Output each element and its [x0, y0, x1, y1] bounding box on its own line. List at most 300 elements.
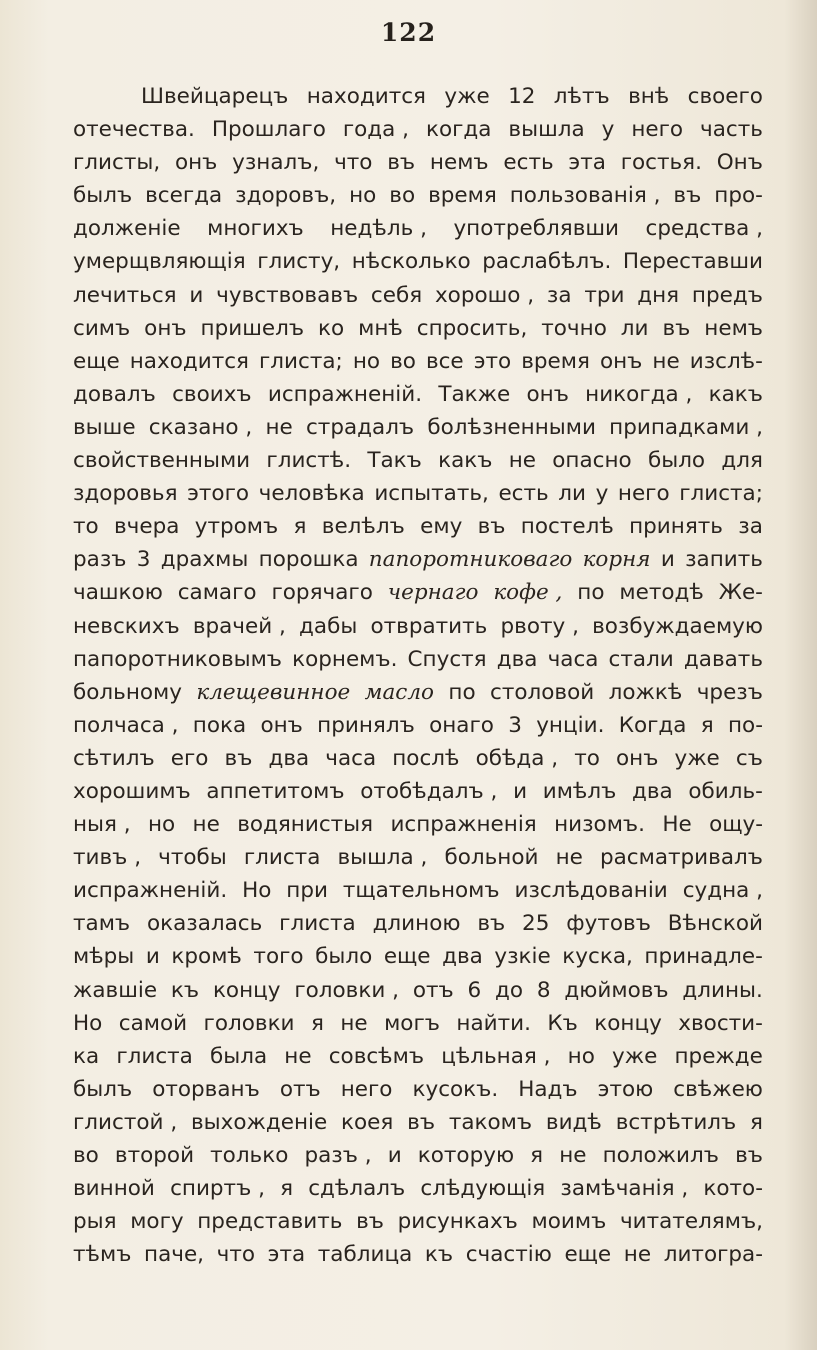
word: не: [340, 1010, 368, 1036]
word: не: [284, 1043, 312, 1069]
word: до: [495, 977, 524, 1003]
word: въ: [477, 911, 506, 937]
word: Же-: [718, 580, 763, 606]
word: было: [647, 448, 706, 474]
word: ко: [318, 315, 345, 341]
word: глистой ,: [73, 1109, 178, 1135]
word: вышла ,: [337, 845, 428, 871]
word: два: [268, 745, 310, 771]
word: еще: [383, 944, 431, 970]
word: своихъ: [172, 381, 252, 407]
word: онъ: [526, 381, 569, 407]
word: въ: [673, 183, 702, 209]
word: [493, 576, 562, 609]
word: жавшіе: [73, 977, 158, 1003]
text-line: [73, 841, 763, 874]
word: была: [209, 1043, 268, 1069]
word: давать: [683, 646, 763, 672]
word: него: [617, 481, 670, 507]
word: послѣ: [392, 745, 460, 771]
word: горячаго: [271, 580, 373, 606]
word: онъ: [260, 712, 303, 738]
word: сдѣлалъ: [308, 1176, 406, 1202]
word: Также: [438, 381, 511, 407]
word: Переставши: [622, 249, 763, 275]
word: совсѣмъ: [328, 1043, 425, 1069]
word: велѣлъ: [321, 514, 405, 540]
word: порошка: [258, 547, 359, 573]
word: глистѣ.: [266, 448, 352, 474]
word: не: [623, 1242, 652, 1268]
word: я: [310, 1010, 324, 1036]
text-line: [73, 411, 763, 444]
word: болѣзненными: [427, 414, 596, 440]
word: чувствовавъ: [216, 282, 359, 308]
word: узкіе: [494, 944, 551, 970]
word: я: [750, 1109, 763, 1135]
word: находится: [129, 348, 249, 374]
word: но: [352, 348, 381, 374]
word: рисункахъ: [397, 1209, 518, 1235]
word: долженіе: [73, 216, 181, 242]
word: онъ: [615, 745, 659, 771]
word: по: [448, 679, 476, 705]
text-line: [73, 212, 763, 245]
word: тѣмъ: [73, 1242, 132, 1268]
word: съ: [735, 745, 763, 771]
text-line: [73, 1205, 763, 1238]
word: него: [340, 1076, 393, 1102]
word: узналъ,: [232, 150, 320, 176]
word: то: [574, 745, 600, 771]
word: за: [546, 282, 572, 308]
word: имѣлъ: [542, 778, 617, 804]
word: находится: [306, 84, 426, 109]
word: ка: [73, 1043, 100, 1069]
word: моимъ: [531, 1209, 607, 1235]
word: сѣтилъ: [73, 745, 155, 771]
text-line: [73, 444, 763, 477]
word: въ: [662, 315, 691, 341]
word: не: [555, 845, 583, 871]
word: вчера: [114, 514, 180, 540]
word: принадле-: [644, 944, 763, 970]
word: немъ: [429, 150, 489, 176]
word: гостья.: [620, 150, 702, 176]
word: ощу-: [709, 812, 763, 838]
word: слѣдующія: [420, 1176, 546, 1202]
word: концу: [212, 977, 281, 1003]
word: раслабѣлъ.: [482, 249, 612, 275]
word: найти.: [456, 1010, 531, 1036]
word: отечества.: [73, 117, 195, 143]
word: эта: [568, 150, 606, 176]
word: [369, 543, 572, 576]
word: средства ,: [645, 216, 763, 242]
word: есть: [498, 481, 549, 507]
word: встрѣтилъ: [615, 1109, 737, 1135]
text-line: [73, 312, 763, 345]
word: во: [73, 1143, 99, 1168]
word: испытать,: [374, 481, 489, 507]
word: Но: [73, 1010, 103, 1036]
word: свойственными: [73, 448, 251, 474]
italic-word: клещевинное: [196, 679, 351, 705]
word: какъ: [708, 381, 763, 407]
word: запить: [685, 547, 763, 573]
word: ли: [620, 315, 649, 341]
word: пришелъ: [200, 315, 305, 341]
word: Когда: [618, 712, 687, 738]
word: обѣда ,: [475, 745, 559, 771]
text-line: [73, 80, 763, 113]
word: три: [584, 282, 625, 308]
word: не: [559, 1143, 587, 1168]
word: но: [349, 183, 377, 209]
word: онъ: [144, 315, 187, 341]
word: могъ: [384, 1010, 440, 1036]
word: драхмы: [160, 547, 249, 573]
word: прежде: [674, 1043, 763, 1069]
word: принять: [629, 514, 723, 540]
word: ли: [558, 481, 586, 507]
word: въ: [387, 150, 416, 176]
italic-word: папоротниковаго: [368, 547, 573, 573]
word: симъ: [73, 315, 131, 341]
word: не: [192, 812, 220, 838]
word: человѣка: [258, 481, 365, 507]
word: [388, 576, 479, 609]
text-line: [73, 477, 763, 510]
word: куска,: [562, 944, 633, 970]
word: дня: [637, 282, 680, 308]
word: литогра-: [663, 1242, 763, 1268]
word: припадками ,: [609, 414, 763, 440]
word: уже: [674, 745, 720, 771]
text-line: [73, 742, 763, 775]
word: время: [521, 348, 590, 374]
word: оторванъ: [152, 1076, 260, 1102]
word: судна ,: [682, 878, 763, 904]
word: утромъ: [194, 514, 279, 540]
word: довалъ: [73, 381, 156, 407]
text-line: [73, 676, 763, 709]
word: недѣль ,: [330, 216, 427, 242]
word: такомъ: [448, 1109, 533, 1135]
word: хорошо ,: [434, 282, 535, 308]
word: для: [721, 448, 763, 474]
text-line: [73, 179, 763, 212]
word: [365, 676, 434, 709]
word: чрезъ: [696, 679, 763, 705]
word: водянистыя: [237, 812, 374, 838]
word: счастію: [465, 1242, 552, 1268]
word: того: [253, 944, 304, 970]
word: здоровъ,: [235, 183, 337, 209]
word: больной: [444, 845, 539, 871]
word: въ: [356, 1209, 384, 1235]
word: что: [216, 1242, 256, 1268]
word: пока: [192, 712, 247, 738]
word: Прошлаго: [211, 117, 326, 143]
word: 12: [508, 84, 536, 109]
word: его: [170, 745, 209, 771]
word: Не: [662, 812, 692, 838]
word: 3: [508, 712, 522, 738]
word: футовъ: [566, 911, 651, 937]
word: и: [189, 282, 204, 308]
word: выхожденіе: [190, 1109, 328, 1135]
text-line: [73, 610, 763, 643]
word: глисту,: [257, 249, 341, 275]
word: 3: [136, 547, 151, 573]
word: мнѣ: [358, 315, 403, 341]
text-line: [73, 576, 763, 609]
word: коея: [341, 1109, 394, 1135]
word: глиста: [243, 845, 321, 871]
word: Такъ: [367, 448, 422, 474]
word: полчаса ,: [73, 712, 179, 738]
word: представить: [197, 1209, 343, 1235]
word: свѣжею: [673, 1076, 763, 1102]
text-line: [73, 510, 763, 543]
word: уже: [444, 84, 490, 109]
word: рыя: [73, 1209, 117, 1235]
text-line: [73, 709, 763, 742]
word: еще: [73, 348, 120, 374]
word: принялъ: [317, 712, 415, 738]
word: я: [280, 1176, 294, 1202]
word: не: [508, 448, 536, 474]
word: головки: [203, 1010, 295, 1036]
word: нѣсколько: [351, 249, 471, 275]
word: здоровья: [73, 481, 178, 507]
text-line: [73, 643, 763, 676]
word: въ: [224, 745, 253, 771]
word: кромѣ: [171, 944, 242, 970]
word: Къ: [547, 1010, 578, 1036]
word: возбуждаемую: [592, 613, 763, 639]
word: и: [660, 547, 675, 573]
word: отъ: [279, 1076, 321, 1102]
word: опасно: [552, 448, 632, 474]
word: 8: [536, 977, 551, 1003]
word: во: [389, 183, 416, 209]
word: этого: [187, 481, 250, 507]
word: разъ: [73, 547, 127, 573]
text-line: [73, 1007, 763, 1040]
word: постелѣ: [520, 514, 614, 540]
word: часа: [547, 646, 599, 672]
word: самаго: [177, 580, 257, 606]
word: концу: [594, 1010, 662, 1036]
word: за: [738, 514, 763, 540]
word: но: [567, 1043, 595, 1069]
word: дабы: [299, 613, 358, 639]
word: кото-: [703, 1176, 763, 1202]
word: которую: [417, 1143, 515, 1168]
word: 6: [467, 977, 482, 1003]
word: хвости-: [678, 1010, 763, 1036]
word: методѣ: [619, 580, 704, 606]
word: два: [442, 944, 483, 970]
word: длиною: [372, 911, 461, 937]
word: не: [265, 414, 293, 440]
word: вышла: [508, 117, 585, 143]
italic-word: масло: [364, 679, 434, 705]
word: чашкою: [73, 580, 163, 606]
word: было: [315, 944, 373, 970]
word: многихъ: [207, 216, 304, 242]
text-line: [73, 1073, 763, 1106]
word: столовой: [490, 679, 595, 705]
text-line: [73, 940, 763, 973]
word: 25: [522, 911, 550, 937]
word: часа: [325, 745, 377, 771]
word: глиста: [279, 911, 356, 937]
word: расматривалъ: [599, 845, 763, 871]
word: мѣры: [73, 944, 135, 970]
word: точно: [541, 315, 607, 341]
word: изслѣ-: [689, 348, 763, 374]
word: у: [595, 481, 609, 507]
word: положилъ: [602, 1143, 719, 1168]
word: года ,: [342, 117, 409, 143]
word: по-: [728, 712, 763, 738]
word: то: [73, 514, 99, 540]
word: но: [147, 812, 176, 838]
word: отобѣдалъ ,: [360, 778, 498, 804]
word: самой: [118, 1010, 188, 1036]
text-line: [73, 1139, 763, 1172]
word: время: [428, 183, 497, 209]
word: этою: [597, 1076, 654, 1102]
body-text: [73, 80, 763, 1271]
word: чтобы: [158, 845, 227, 871]
word: таблица: [317, 1242, 413, 1268]
word: не: [652, 348, 680, 374]
word: только: [210, 1143, 289, 1168]
word: по: [577, 580, 605, 606]
word: кусокъ.: [412, 1076, 499, 1102]
word: оказалась: [146, 911, 263, 937]
word: два: [631, 778, 673, 804]
word: всегда: [145, 183, 223, 209]
word: сказано ,: [148, 414, 253, 440]
word: испражненій.: [267, 381, 423, 407]
word: корнемъ.: [292, 646, 398, 672]
word: читателямъ,: [619, 1209, 763, 1235]
word: въ: [735, 1143, 763, 1168]
word: еще: [564, 1242, 612, 1268]
word: рвоту ,: [500, 613, 579, 639]
text-line: [73, 1172, 763, 1205]
word: длины.: [682, 977, 763, 1003]
word: выше: [73, 414, 136, 440]
text-line: [73, 279, 763, 312]
word: Но: [242, 878, 272, 904]
word: разъ ,: [304, 1143, 372, 1168]
word: ему: [420, 514, 463, 540]
italic-word: чернаго: [387, 580, 479, 606]
word: испражненія: [390, 812, 537, 838]
word: въ: [477, 514, 506, 540]
word: глисты,: [73, 150, 161, 176]
text-line: [73, 113, 763, 146]
word: страдалъ: [305, 414, 415, 440]
word: онъ: [599, 348, 643, 374]
word: употреблявши: [453, 216, 620, 242]
word: я: [530, 1143, 544, 1168]
word: унціи.: [536, 712, 605, 738]
word: стали: [608, 646, 674, 672]
word: какъ: [438, 448, 493, 474]
word: и: [513, 778, 528, 804]
word: Надъ: [518, 1076, 578, 1102]
text-line: [73, 1106, 763, 1139]
word: могу: [130, 1209, 184, 1235]
italic-word: корня: [582, 547, 651, 573]
word: тамъ: [73, 911, 131, 937]
text-line: [73, 345, 763, 378]
word: два: [496, 646, 538, 672]
word: былъ: [73, 183, 133, 209]
word: Вѣнской: [667, 911, 763, 937]
word: замѣчанія ,: [560, 1176, 689, 1202]
word: спиртъ ,: [170, 1176, 265, 1202]
word: изслѣдованіи: [514, 878, 668, 904]
text-line: [73, 245, 763, 278]
word: отъ: [412, 977, 454, 1003]
word: я: [700, 712, 714, 738]
text-line: [73, 775, 763, 808]
word: врачей ,: [192, 613, 286, 639]
text-line: [73, 378, 763, 411]
word: него: [631, 117, 684, 143]
word: при: [286, 878, 328, 904]
word: часть: [700, 117, 763, 143]
word: видѣ: [545, 1109, 602, 1135]
word: себя: [370, 282, 423, 308]
word: паче,: [144, 1242, 205, 1268]
word: внѣ: [628, 84, 670, 109]
word: глиста;: [679, 481, 763, 507]
text-line: [73, 907, 763, 940]
word: лѣтъ: [553, 84, 610, 109]
word: головки ,: [294, 977, 399, 1003]
word: и: [387, 1143, 402, 1168]
word: низомъ.: [554, 812, 645, 838]
text-line: [73, 974, 763, 1007]
text-line: [73, 1238, 763, 1271]
word: ложкѣ: [608, 679, 683, 705]
word: глиста: [116, 1043, 193, 1069]
word: [196, 676, 350, 709]
word: къ: [170, 977, 200, 1003]
word: никогда ,: [585, 381, 693, 407]
word: онаго: [429, 712, 494, 738]
word: въ: [407, 1109, 436, 1135]
word: второй: [114, 1143, 195, 1168]
word: ныя ,: [73, 812, 131, 838]
word: что: [334, 150, 373, 176]
word: у: [601, 117, 615, 143]
word: умерщвляющія: [73, 249, 246, 275]
word: предъ: [691, 282, 763, 308]
word: я: [293, 514, 307, 540]
word: все: [425, 348, 464, 374]
word: онъ: [174, 150, 218, 176]
